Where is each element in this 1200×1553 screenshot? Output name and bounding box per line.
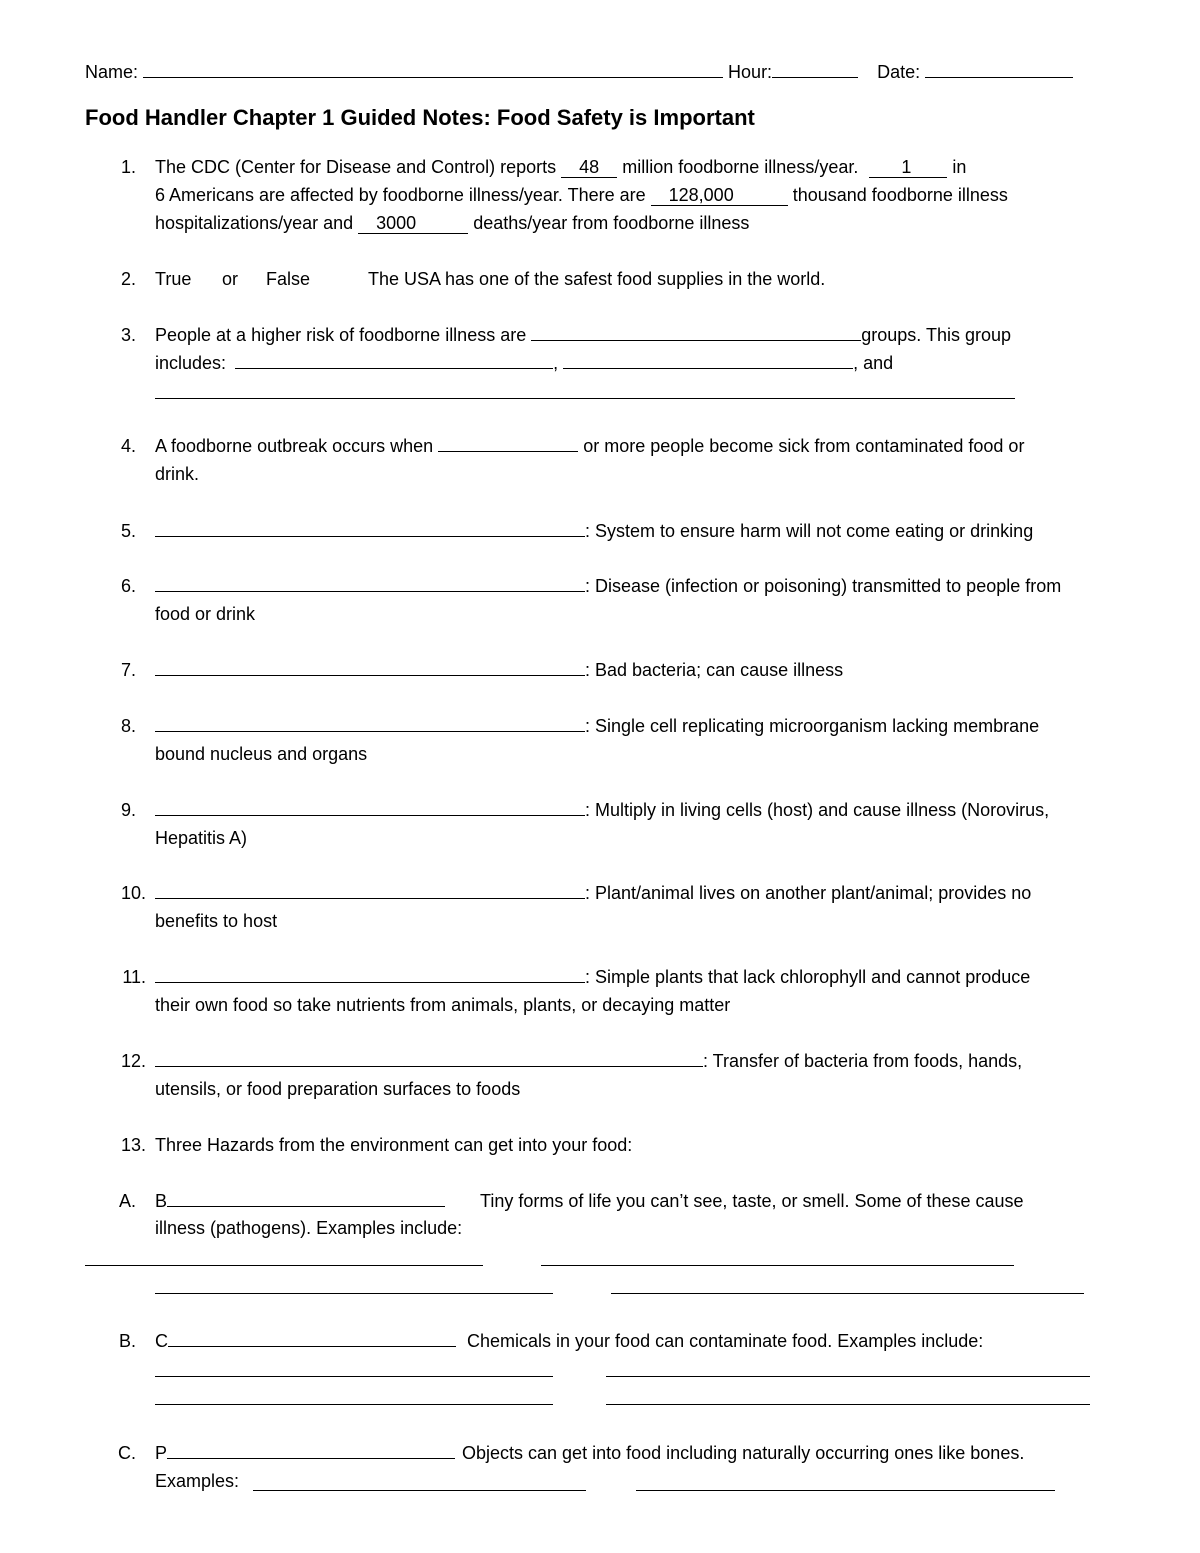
q6-line1: [155, 575, 1061, 597]
hazard-c-text1: Objects can get into food including naturally occurring ones like bones.: [462, 1443, 1025, 1463]
q7-blank[interactable]: [155, 659, 585, 676]
q5-text1: : System to ensure harm will not come eating or drinking: [585, 521, 1034, 541]
hazard-a-line1: [155, 1190, 445, 1212]
hazard-c-blank[interactable]: [167, 1442, 455, 1459]
q5-line1: [155, 520, 1033, 542]
q3-number: 3.: [120, 325, 136, 345]
q1-text3: in: [952, 157, 967, 177]
q13-text1: Three Hazards from the environment can get into your food:: [155, 1135, 633, 1155]
hazard-c-example-1[interactable]: [253, 1490, 586, 1491]
q1-answer-ratio[interactable]: 1: [869, 157, 947, 178]
q7-text1: : Bad bacteria; can cause illness: [585, 660, 844, 680]
q5-number: 5.: [120, 521, 136, 541]
q3-and: , and: [853, 353, 894, 373]
hazard-b-example-3[interactable]: [155, 1404, 553, 1405]
hazard-b-example-4[interactable]: [606, 1404, 1090, 1405]
q3-comma: ,: [553, 353, 559, 373]
q6-text1: : Disease (infection or poisoning) transmitted to people from: [585, 576, 1062, 596]
q2-number: 2.: [120, 269, 136, 289]
q1-text5: thousand foodborne illness: [792, 185, 1008, 205]
q9-line1: [155, 799, 1049, 821]
q11-text2: their own food so take nutrients from animals, plants, or decaying matter: [155, 995, 731, 1015]
q5-blank[interactable]: [155, 520, 585, 537]
hazard-b-letter: C: [155, 1331, 168, 1351]
q13-number: 13.: [120, 1135, 146, 1155]
q10-blank[interactable]: [155, 882, 585, 899]
q4-line1: [155, 435, 1024, 457]
q10-line1: [155, 882, 1031, 904]
hour-label: Hour:: [728, 62, 773, 82]
q10-number: 10.: [120, 883, 146, 903]
q7-line1: [155, 659, 843, 681]
q11-number: 11.: [122, 967, 146, 987]
hazard-c-text2: Examples:: [155, 1471, 240, 1491]
q3-blank-3[interactable]: [155, 398, 1015, 399]
q3-blank-group[interactable]: [531, 324, 861, 341]
q1-answer-illness[interactable]: 48: [561, 157, 617, 178]
hazard-b-label: B.: [118, 1331, 136, 1351]
q3-text2: groups. This group: [861, 325, 1012, 345]
hazard-a-example-4[interactable]: [611, 1293, 1084, 1294]
q8-blank[interactable]: [155, 715, 585, 732]
q1-answer-hospitalizations[interactable]: 128,000: [651, 185, 788, 206]
q4-text2: or more people become sick from contaminated food or: [583, 436, 1025, 456]
hazard-b-blank[interactable]: [168, 1330, 456, 1347]
q12-number: 12.: [120, 1051, 146, 1071]
hazard-c-letter: P: [155, 1443, 168, 1463]
q10-text2: benefits to host: [155, 911, 278, 931]
q12-line1: [155, 1050, 1022, 1072]
q3-text1: People at a higher risk of foodborne illness are: [155, 325, 527, 345]
q12-text1: : Transfer of bacteria from foods, hands,: [703, 1051, 1023, 1071]
q1-number: 1.: [120, 157, 136, 177]
date-field[interactable]: [925, 61, 1073, 78]
q8-text1: : Single cell replicating microorganism lacking membrane: [585, 716, 1040, 736]
q2-statement: The USA has one of the safest food supplies in the world.: [368, 269, 826, 289]
q9-blank[interactable]: [155, 799, 585, 816]
hazard-a-letter: B: [155, 1191, 168, 1211]
q11-blank[interactable]: [155, 966, 585, 983]
hazard-a-blank[interactable]: [167, 1190, 445, 1207]
q3-line2: [155, 352, 893, 374]
hazard-c-label: C.: [118, 1443, 136, 1463]
q1-text2: million foodborne illness/year.: [622, 157, 859, 177]
name-label: Name:: [85, 62, 139, 82]
hazard-c-example-2[interactable]: [636, 1490, 1055, 1491]
hour-field[interactable]: [772, 61, 858, 78]
hazard-a-label: A.: [118, 1191, 136, 1211]
q2-option-false[interactable]: False: [266, 269, 311, 289]
q8-line1: [155, 715, 1039, 737]
header-row: [85, 61, 1073, 83]
q3-blank-1[interactable]: [235, 352, 553, 369]
hazard-a-text2: illness (pathogens). Examples include:: [155, 1218, 463, 1238]
q9-number: 9.: [120, 800, 136, 820]
q1-line1: [155, 156, 966, 178]
hazard-b-example-2[interactable]: [606, 1376, 1090, 1377]
q1-text4: 6 Americans are affected by foodborne illness/year. There are: [155, 185, 646, 205]
q9-text1: : Multiply in living cells (host) and cause illness (Norovirus,: [585, 800, 1050, 820]
q2-or: or: [222, 269, 239, 289]
q1-line3: [155, 212, 749, 234]
q1-line2: [155, 184, 1008, 206]
q3-blank-2[interactable]: [563, 352, 853, 369]
hazard-a-example-1[interactable]: [85, 1265, 483, 1266]
q6-text2: food or drink: [155, 604, 256, 624]
q4-text1: A foodborne outbreak occurs when: [155, 436, 434, 456]
q8-number: 8.: [120, 716, 136, 736]
q1-answer-deaths[interactable]: 3000: [358, 213, 468, 234]
q1-text6: hospitalizations/year and: [155, 213, 354, 233]
hazard-c-line1: [155, 1442, 455, 1464]
q3-line1: [155, 324, 1011, 346]
q12-blank[interactable]: [155, 1050, 703, 1067]
q4-number: 4.: [120, 436, 136, 456]
q9-text2: Hepatitis A): [155, 828, 248, 848]
date-label: Date:: [877, 62, 921, 82]
q8-text2: bound nucleus and organs: [155, 744, 368, 764]
hazard-b-example-1[interactable]: [155, 1376, 553, 1377]
name-field[interactable]: [143, 61, 723, 78]
q2-option-true[interactable]: True: [155, 269, 192, 289]
q1-text7: deaths/year from foodborne illness: [473, 213, 750, 233]
q11-line1: [155, 966, 1030, 988]
q6-number: 6.: [120, 576, 136, 596]
hazard-b-line1: [155, 1330, 456, 1352]
q3-text3: includes:: [155, 353, 227, 373]
q7-number: 7.: [120, 660, 136, 680]
q11-text1: : Simple plants that lack chlorophyll and cannot produce: [585, 967, 1031, 987]
q10-text1: : Plant/animal lives on another plant/animal; provides no: [585, 883, 1032, 903]
hazard-b-text1: Chemicals in your food can contaminate food. Examples include:: [467, 1331, 984, 1351]
hazard-a-example-2[interactable]: [541, 1265, 1014, 1266]
q4-blank[interactable]: [438, 435, 578, 452]
q12-text2: utensils, or food preparation surfaces to foods: [155, 1079, 521, 1099]
q4-text3: drink.: [155, 464, 200, 484]
page-title: Food Handler Chapter 1 Guided Notes: Food Safety is Important: [85, 105, 755, 130]
q6-blank[interactable]: [155, 575, 585, 592]
hazard-a-example-3[interactable]: [155, 1293, 553, 1294]
q1-text1: The CDC (Center for Disease and Control) reports: [155, 157, 557, 177]
hazard-a-text1: Tiny forms of life you can’t see, taste, or smell. Some of these cause: [480, 1191, 1024, 1211]
